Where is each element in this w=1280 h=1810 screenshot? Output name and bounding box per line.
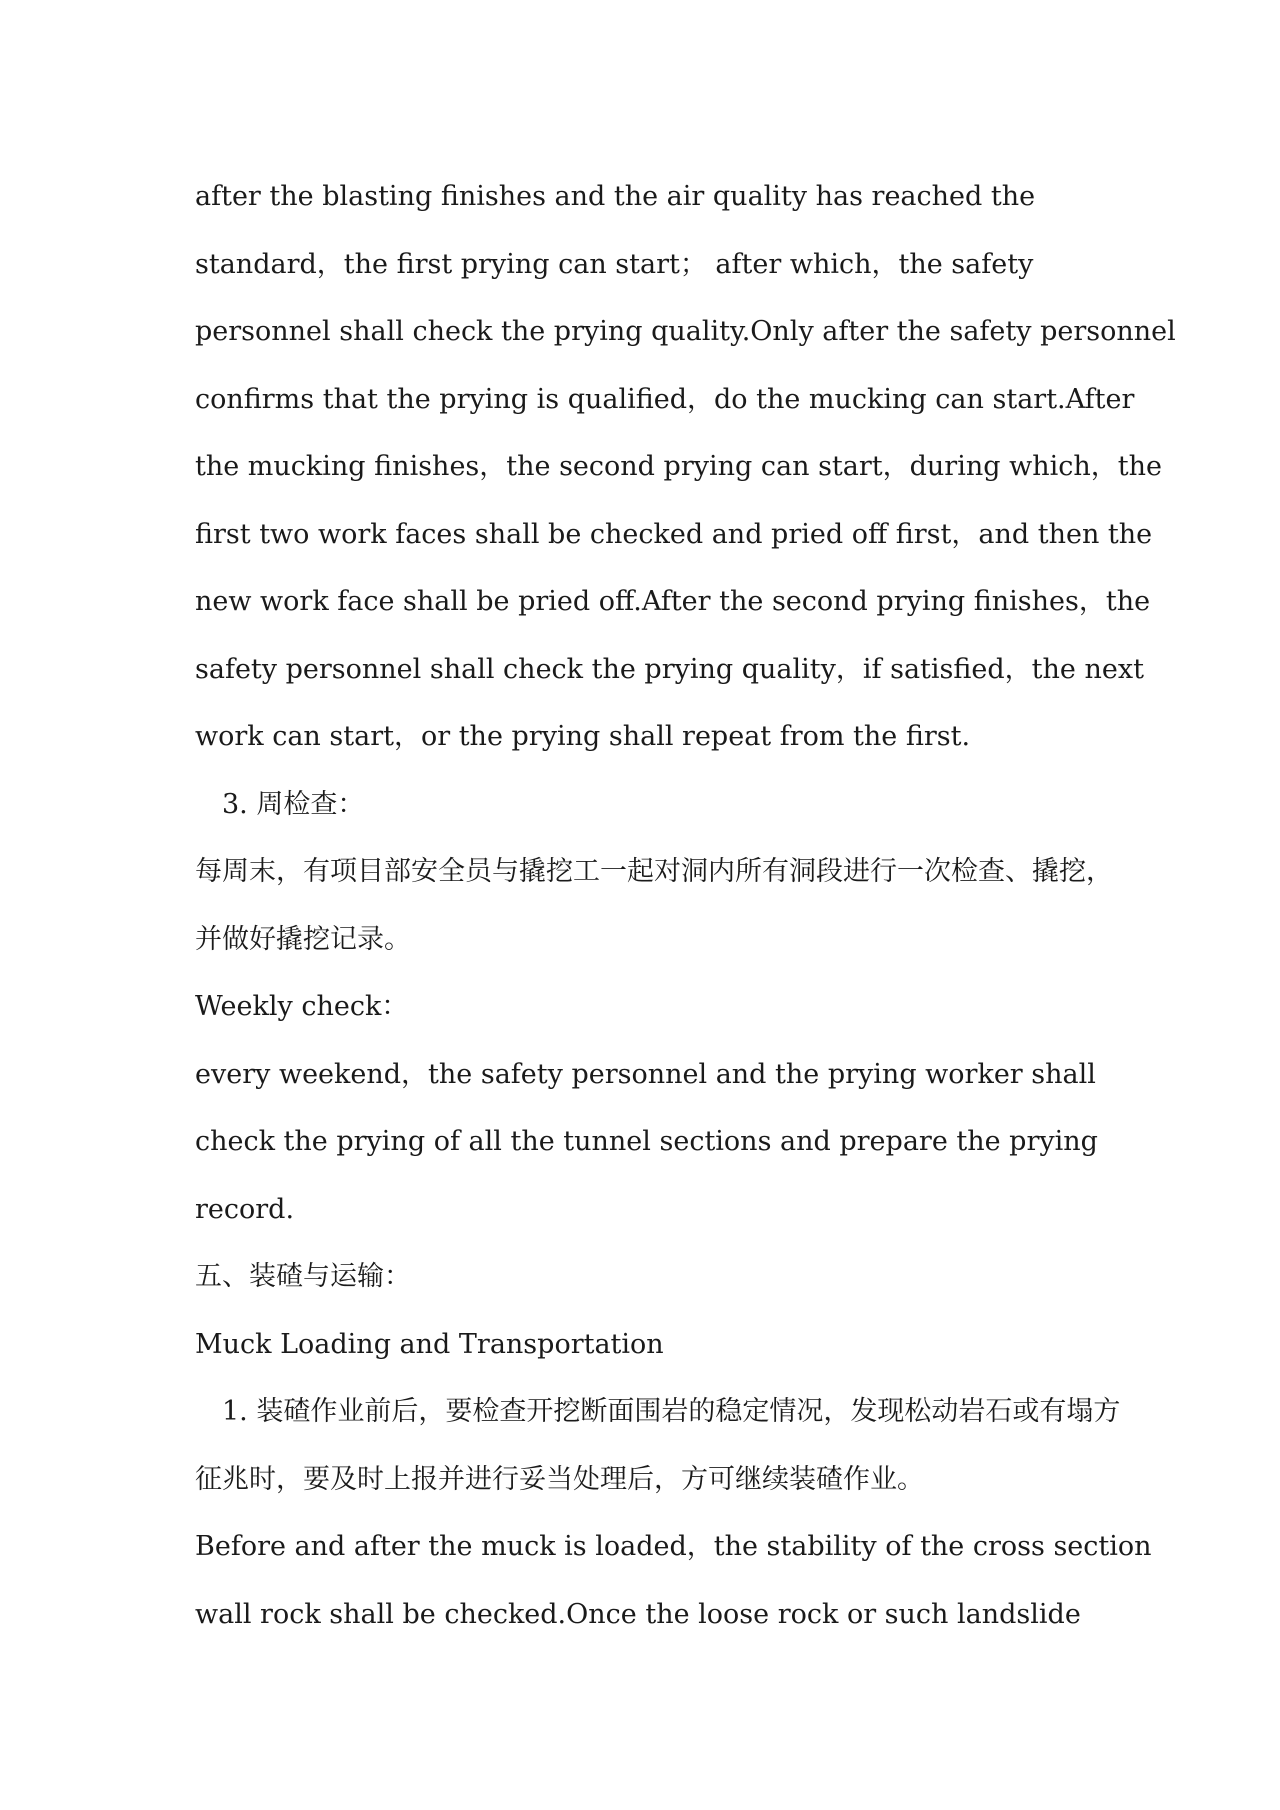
- text-line: safety personnel shall check the prying quality，if satisfied，the next: [195, 653, 1144, 685]
- text-line: every weekend，the safety personnel and the prying worker shall: [195, 1058, 1096, 1090]
- text-line: personnel shall check the prying quality.Only after the safety personnel: [195, 316, 1176, 347]
- document-body: [195, 163, 1176, 1648]
- text-line: Before and after the muck is loaded，the stability of the cross section: [195, 1531, 1152, 1562]
- section-heading: Weekly check：: [195, 991, 409, 1022]
- text-line: 1. 装碴作业前后，要检查开挖断面围岩的稳定情况，发现松动岩石或有塌方: [222, 1396, 1121, 1427]
- chapter-heading: Muck Loading and Transportation: [195, 1328, 664, 1360]
- text-line: standard，the first prying can start； after which，the safety: [195, 248, 1034, 280]
- text-line: the mucking finishes，the second prying can start，during which，the: [195, 451, 1162, 482]
- text-line: record.: [195, 1193, 295, 1225]
- text-line: first two work faces shall be checked and pried off first，and then the: [195, 518, 1153, 550]
- text-line: check the prying of all the tunnel sections and prepare the prying: [195, 1126, 1098, 1157]
- text-line: 每周末，有项目部安全员与撬挖工一起对洞内所有洞段进行一次检查、撬挖，: [195, 856, 1113, 887]
- chapter-heading: 五、装碴与运输：: [195, 1261, 411, 1292]
- text-line: after the blasting finishes and the air quality has reached the: [195, 181, 1036, 212]
- text-line: wall rock shall be checked.Once the loose rock or such landslide: [195, 1598, 1081, 1630]
- section-heading: 3. 周检查：: [222, 788, 365, 820]
- text-line: 征兆时，要及时上报并进行妥当处理后，方可继续装碴作业。: [195, 1463, 924, 1495]
- text-line: work can start，or the prying shall repeat from the first.: [195, 721, 971, 752]
- text-line: new work face shall be pried off.After the second prying finishes，the: [195, 586, 1151, 617]
- text-line: 并做好撬挖记录。: [195, 923, 411, 955]
- text-line: confirms that the prying is qualified，do the mucking can start.After: [195, 383, 1135, 415]
